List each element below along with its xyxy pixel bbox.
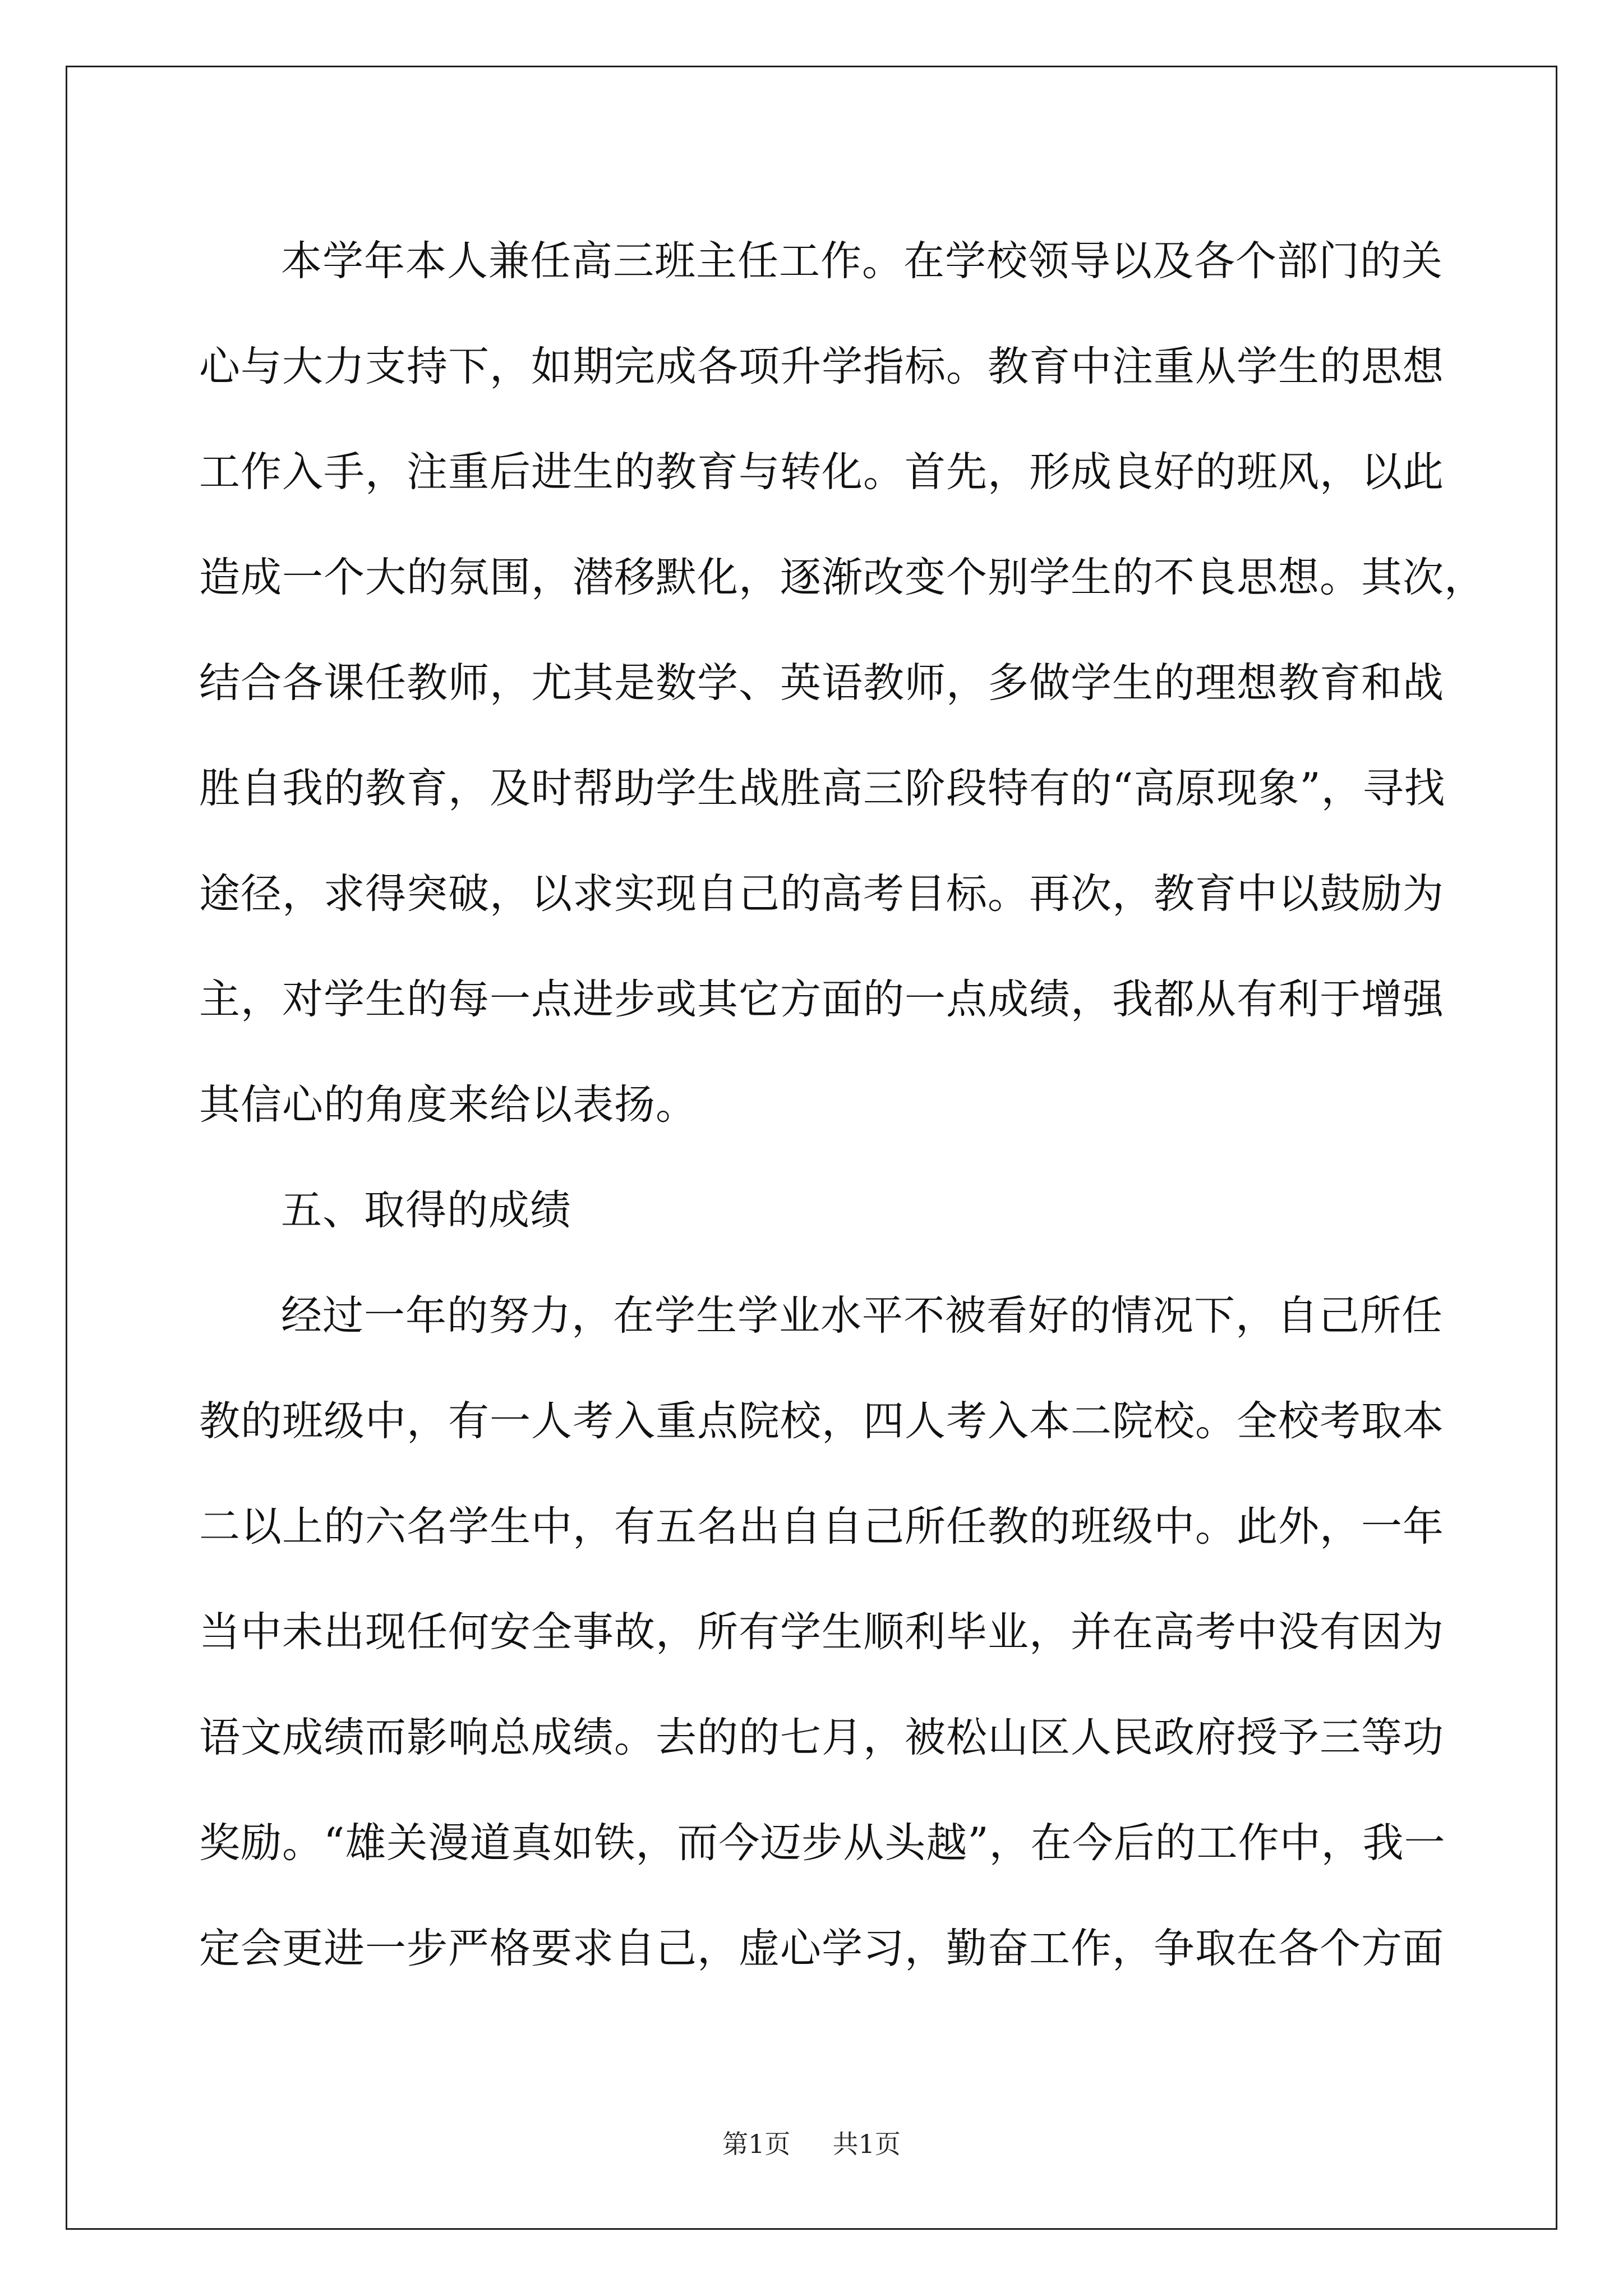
- paragraph-line: 当中未出现任何安全事故，所有学生顺利毕业，并在高考中没有因为: [199, 1608, 1444, 1656]
- page-footer: [0, 2127, 1623, 2161]
- paragraph-line: 主，对学生的每一点进步或其它方面的一点成绩，我都从有利于增强: [199, 976, 1444, 1023]
- paragraph-line: 结合各课任教师，尤其是数学、英语教师，多做学生的理想教育和战: [199, 659, 1444, 707]
- paragraph-line: 工作入手，注重后进生的教育与转化。首先，形成良好的班风，以此: [199, 448, 1444, 496]
- page-number-total: 共1页: [832, 2129, 901, 2159]
- section-heading: 五、取得的成绩: [281, 1186, 571, 1234]
- paragraph-line: 教的班级中，有一人考入重点院校，四人考入本二院校。全校考取本: [199, 1397, 1444, 1445]
- paragraph-line: 奖励。“雄关漫道真如铁，而今迈步从头越”，在今后的工作中，我一: [199, 1819, 1446, 1867]
- paragraph-line: 其信心的角度来给以表扬。: [199, 1081, 697, 1129]
- paragraph-line: 途径，求得突破，以求实现自己的高考目标。再次，教育中以鼓励为: [199, 870, 1444, 918]
- document-body: [199, 209, 1486, 2001]
- paragraph-line: 经过一年的努力，在学生学业水平不被看好的情况下，自己所任: [281, 1292, 1443, 1340]
- page-number-current: 第1页: [722, 2129, 791, 2159]
- paragraph-line: 胜自我的教育，及时帮助学生战胜高三阶段特有的“高原现象”，寻找: [199, 765, 1446, 812]
- paragraph-line: 造成一个大的氛围，潜移默化，逐渐改变个别学生的不良思想。其次，: [199, 554, 1486, 601]
- paragraph-line: 心与大力支持下，如期完成各项升学指标。教育中注重从学生的思想: [199, 343, 1444, 390]
- paragraph-line: 语文成绩而影响总成绩。去的的七月，被松山区人民政府授予三等功: [199, 1714, 1444, 1761]
- paragraph-line: 定会更进一步严格要求自己，虚心学习，勤奋工作，争取在各个方面: [199, 1925, 1444, 1972]
- paragraph-line: 二以上的六名学生中，有五名出自自己所任教的班级中。此外，一年: [199, 1503, 1444, 1550]
- paragraph-line: 本学年本人兼任高三班主任工作。在学校领导以及各个部门的关: [281, 237, 1443, 285]
